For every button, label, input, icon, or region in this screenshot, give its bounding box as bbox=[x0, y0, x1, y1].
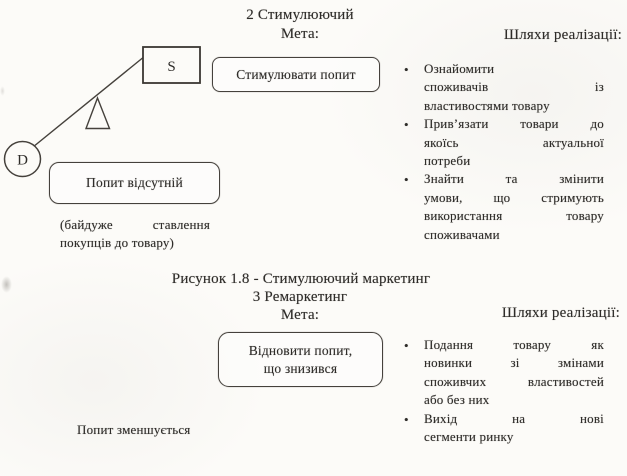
list-item bbox=[396, 336, 604, 410]
bullet-line: якоїсь актуальної bbox=[424, 134, 604, 150]
bullet-line: потреби bbox=[424, 152, 471, 168]
meta-label-stimulating: Мета: bbox=[280, 26, 320, 42]
scan-smudge bbox=[1, 276, 12, 293]
bullet-icon: • bbox=[404, 62, 409, 77]
previous-demand-dotted-line bbox=[44, 336, 146, 341]
list-item bbox=[396, 115, 604, 170]
demand-label: D bbox=[17, 152, 28, 169]
goal-box-remarketing bbox=[218, 332, 383, 387]
demand-drop-arrowhead-icon bbox=[14, 393, 25, 404]
paths-title-remarketing: Шляхи реалізації: bbox=[501, 305, 620, 321]
bullet-line: використання товару bbox=[424, 208, 604, 224]
meta-label-remarketing: Мета: bbox=[280, 307, 320, 323]
goal-box-line: що знизився bbox=[263, 360, 338, 376]
bullet-line: Подання товару як bbox=[424, 337, 604, 352]
list-item bbox=[396, 410, 604, 447]
demand-bottom-label: D bbox=[21, 416, 33, 433]
supply-label: S bbox=[171, 344, 181, 360]
bullet-line: сегменти ринку bbox=[424, 428, 514, 444]
bullet-line: новинки зі змінами bbox=[424, 355, 604, 371]
goal-box-stimulating: Стимулювати попит bbox=[212, 57, 380, 92]
paths-list-stimulating bbox=[396, 60, 604, 244]
bullet-line: Вихід на нові bbox=[424, 410, 604, 426]
figure-caption: Рисунок 1.8 - Стимулюючий маркетинг bbox=[171, 271, 431, 287]
list-item bbox=[396, 170, 604, 244]
bullet-line: умови, що стримують bbox=[424, 189, 604, 205]
state-note-stimulating bbox=[60, 216, 210, 253]
bullet-line: споживачів із bbox=[424, 79, 604, 95]
fulcrum-triangle bbox=[86, 98, 110, 129]
demand-top-label: D bbox=[18, 343, 30, 360]
state-note-remarketing: Попит зменшується bbox=[77, 422, 191, 437]
state-box-stimulating: Попит відсутній bbox=[49, 162, 220, 204]
seesaw-beam bbox=[33, 56, 145, 147]
bullet-icon: • bbox=[404, 411, 409, 427]
scan-smudge bbox=[0, 86, 5, 96]
fulcrum-triangle bbox=[78, 376, 101, 404]
list-item bbox=[396, 60, 604, 115]
bullet-line: Знайти та змінити bbox=[424, 171, 604, 187]
supply-label: S bbox=[167, 59, 176, 75]
note-line: (байдуже ставлення bbox=[60, 217, 210, 232]
bullet-icon: • bbox=[404, 338, 409, 353]
note-line: покупців до товару) bbox=[60, 235, 175, 251]
bullet-line: споживчих властивостей bbox=[424, 373, 604, 389]
bullet-line: Прив’язати товари до bbox=[424, 116, 604, 132]
section-title-remarketing: 3 Ремаркетинг bbox=[252, 289, 348, 305]
section-title-stimulating: 2 Стимулюючий bbox=[246, 7, 354, 23]
bullet-line: Ознайомити bbox=[424, 61, 495, 76]
bullet-line: властивостями товару bbox=[424, 97, 550, 113]
bullet-line: споживачами bbox=[424, 226, 500, 242]
bullet-icon: • bbox=[404, 172, 409, 188]
goal-box-line: Відновити попит, bbox=[248, 342, 353, 358]
paths-list-remarketing bbox=[396, 336, 604, 446]
bullet-icon: • bbox=[404, 117, 409, 133]
paths-title-stimulating: Шляхи реалізації: bbox=[503, 27, 622, 43]
bullet-line: або без них bbox=[424, 392, 490, 408]
